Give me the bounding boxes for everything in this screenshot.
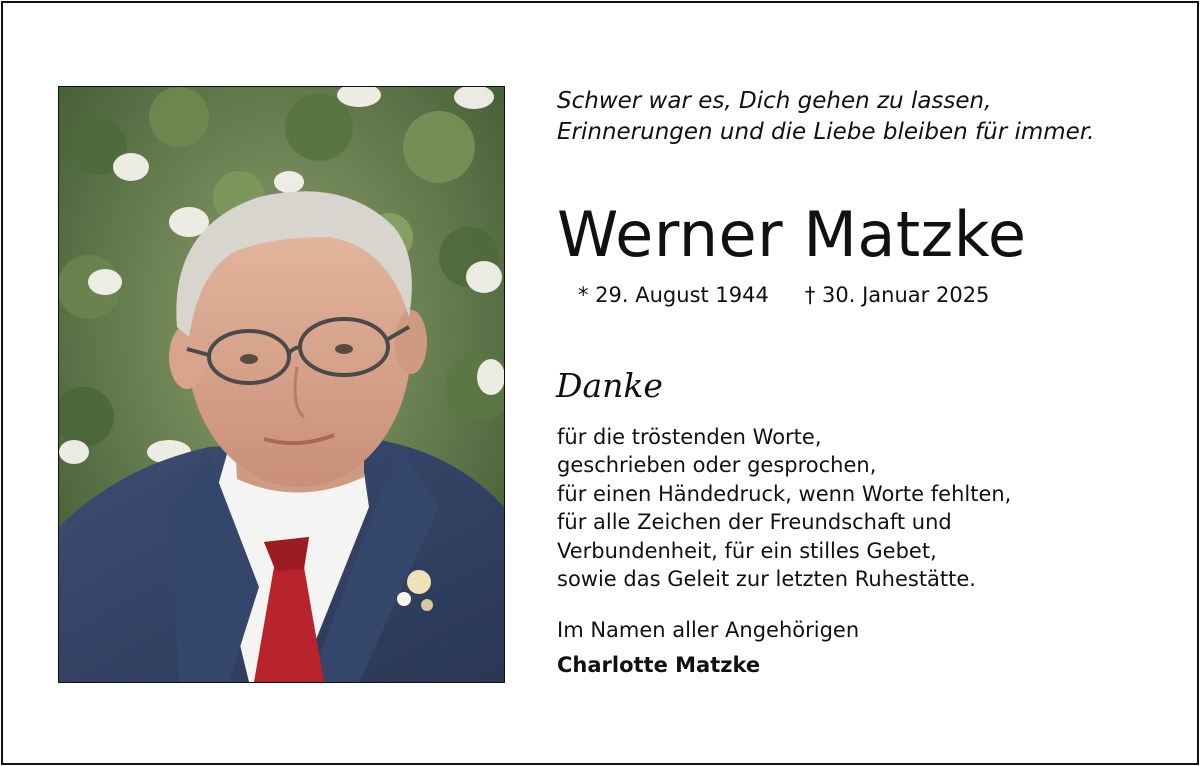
thanks-line: Verbundenheit, für ein stilles Gebet, (557, 538, 937, 563)
danke-heading: Danke (556, 366, 663, 405)
quote-line-2: Erinnerungen und die Liebe bleiben für immer. (557, 119, 1095, 145)
thanks-line: für die tröstenden Worte, (557, 425, 822, 449)
birth-date: * 29. August 1944 (578, 283, 769, 307)
thanks-text (557, 423, 1011, 593)
memorial-quote (557, 86, 1094, 148)
thanks-line: geschrieben oder gesprochen, (557, 453, 877, 478)
thanks-line: für alle Zeichen der Freundschaft und (557, 510, 952, 535)
family-line: Im Namen aller Angehörigen (557, 618, 860, 642)
quote-line-1: Schwer war es, Dich gehen zu lassen, (557, 88, 992, 114)
thanks-line: für einen Händedruck, wenn Worte fehlten, (557, 481, 1012, 506)
thanks-line: sowie das Geleit zur letzten Ruhestätte. (557, 567, 976, 592)
death-date: † 30. Januar 2025 (804, 283, 990, 307)
life-dates (578, 283, 989, 307)
deceased-name: Werner Matzke (557, 198, 1027, 271)
portrait-photo (58, 86, 505, 683)
signer-name: Charlotte Matzke (557, 653, 761, 677)
